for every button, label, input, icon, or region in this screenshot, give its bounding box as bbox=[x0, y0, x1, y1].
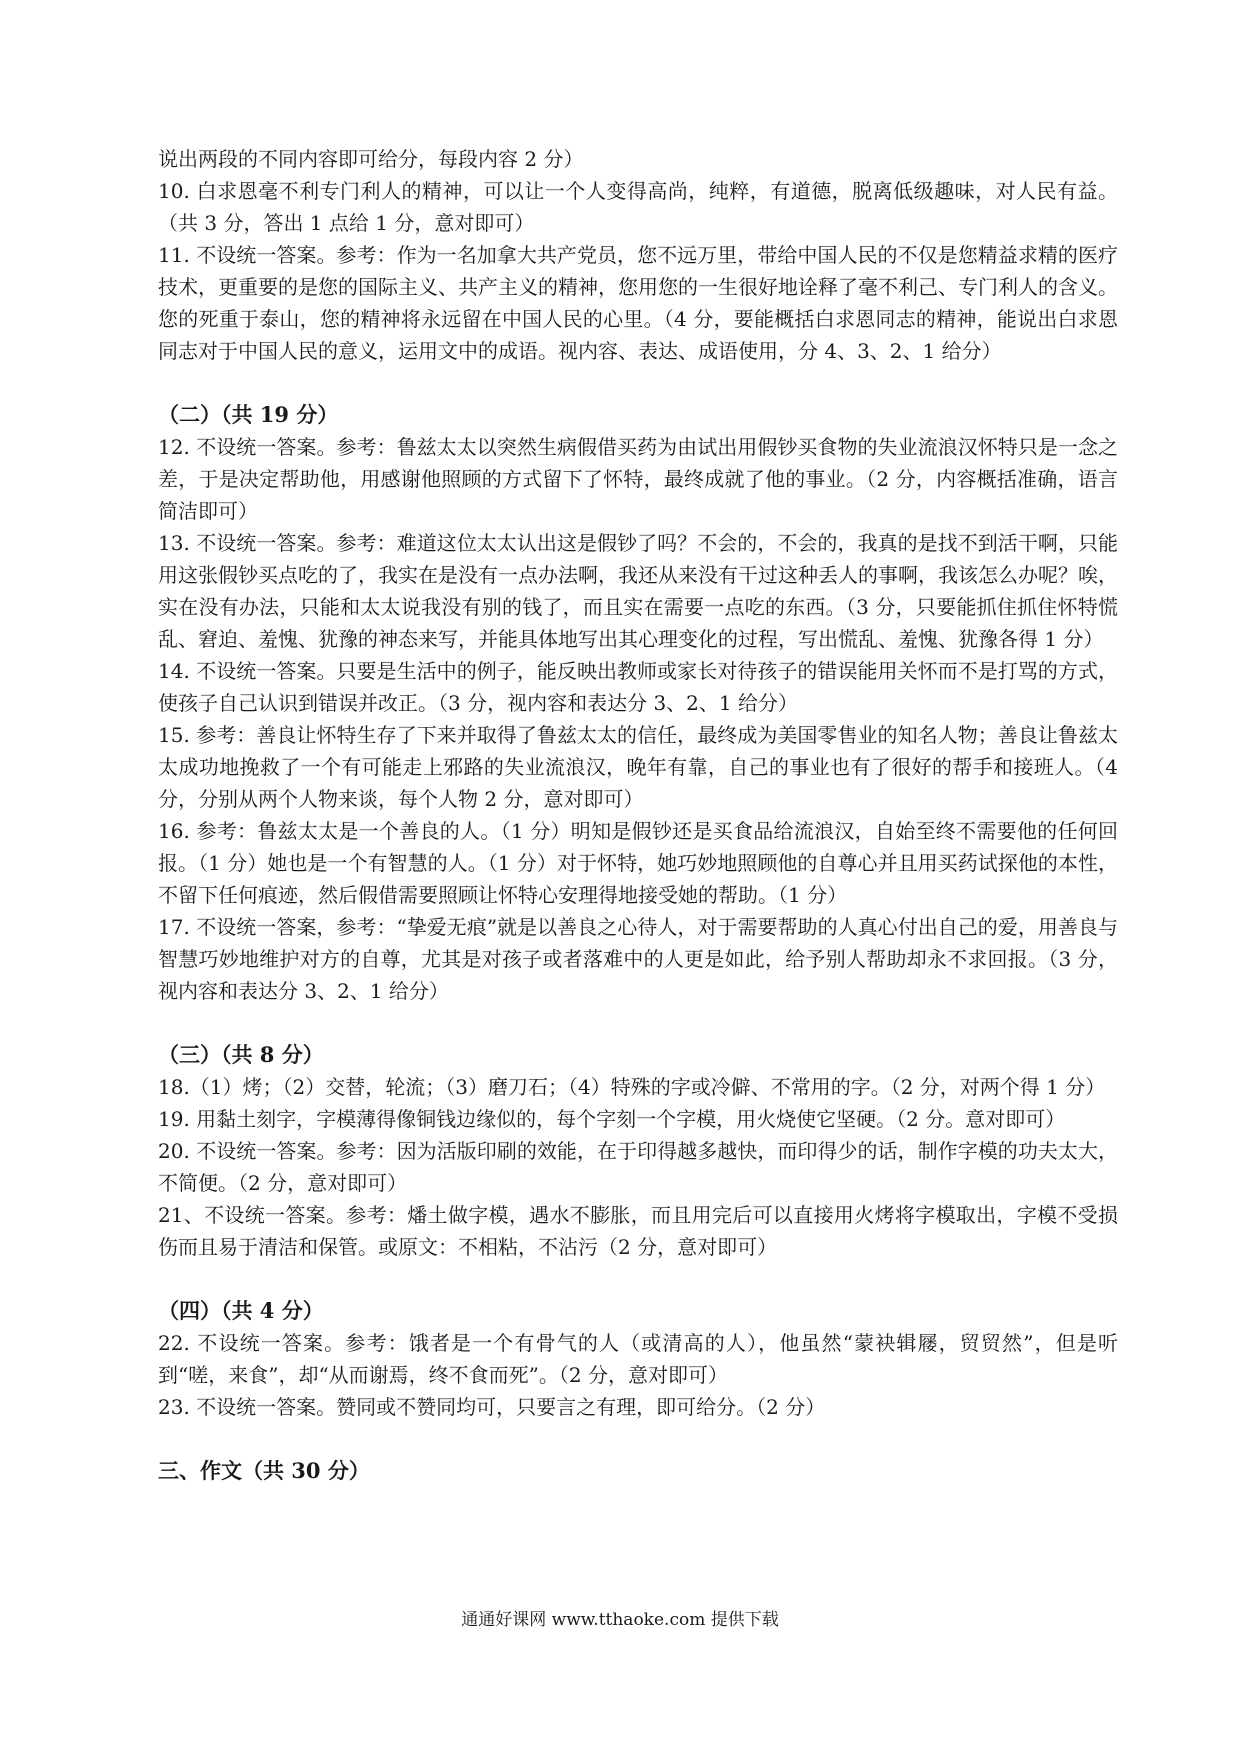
section-gap bbox=[158, 1423, 1118, 1455]
answer-16: 16. 参考：鲁兹太太是一个善良的人。（1 分）明知是假钞还是买食品给流浪汉，自始至终不需要他的任何回报。（1 分）她也是一个有智慧的人。（1 分）对于怀特，她巧妙地照顾他的自尊心并且用买药试探他的本性，不留下任何痕迹，然后假借需要照顾让怀特心安理得地接受她的帮助。（1 分） bbox=[158, 819, 1118, 907]
section-gap bbox=[158, 1007, 1118, 1039]
section-title-2: （二）（共 19 分） bbox=[158, 402, 339, 427]
answer-key-content bbox=[158, 143, 1118, 1487]
answer-20: 20. 不设统一答案。参考：因为活版印刷的效能，在于印得越多越快，而印得少的话，制作字模的功夫太大，不简便。（2 分，意对即可） bbox=[158, 1139, 1118, 1195]
answer-15: 15. 参考：善良让怀特生存了下来并取得了鲁兹太太的信任，最终成为美国零售业的知名人物；善良让鲁兹太太成功地挽救了一个有可能走上邪路的失业流浪汉，晚年有靠，自己的事业也有了很好的帮手和接班人。（4 分，分别从两个人物来谈，每个人物 2 分，意对即可） bbox=[158, 723, 1118, 811]
section-gap bbox=[158, 367, 1118, 399]
page-footer: 通通好课网 www.tthaoke.com 提供下载 bbox=[461, 1610, 779, 1630]
answer-14: 14. 不设统一答案。只要是生活中的例子，能反映出教师或家长对待孩子的错误能用关怀而不是打骂的方式，使孩子自己认识到错误并改正。（3 分，视内容和表达分 3、2、1 给分） bbox=[158, 659, 1118, 715]
answer-18: 18.（1）烤；（2）交替，轮流；（3）磨刀石；（4）特殊的字或冷僻、不常用的字。（2 分，对两个得 1 分） bbox=[158, 1075, 1106, 1099]
section-title-3: （三）（共 8 分） bbox=[158, 1042, 324, 1067]
answer-12: 12. 不设统一答案。参考：鲁兹太太以突然生病假借买药为由试出用假钞买食物的失业流浪汉怀特只是一念之差，于是决定帮助他，用感谢他照顾的方式留下了怀特，最终成就了他的事业。（2 分，内容概括准确，语言简洁即可） bbox=[158, 435, 1118, 523]
section-gap bbox=[158, 1263, 1118, 1295]
answer-21: 21、不设统一答案。参考：燔土做字模，遇水不膨胀，而且用完后可以直接用火烤将字模取出，字模不受损伤而且易于清洁和保管。或原文：不相粘，不沾污（2 分，意对即可） bbox=[158, 1203, 1118, 1259]
answer-10: 10. 白求恩毫不利专门利人的精神，可以让一个人变得高尚，纯粹，有道德，脱离低级趣味，对人民有益。（共 3 分，答出 1 点给 1 分，意对即可） bbox=[158, 179, 1118, 235]
answer-17: 17. 不设统一答案，参考：“挚爱无痕”就是以善良之心待人，对于需要帮助的人真心付出自己的爱，用善良与智慧巧妙地维护对方的自尊，尤其是对孩子或者落难中的人更是如此，给予别人帮助却永不求回报。（3 分，视内容和表达分 3、2、1 给分） bbox=[158, 915, 1118, 1003]
paragraph-continuation: 说出两段的不同内容即可给分，每段内容 2 分） bbox=[158, 147, 584, 171]
section-title-composition: 三、作文（共 30 分） bbox=[158, 1458, 370, 1483]
answer-23: 23. 不设统一答案。赞同或不赞同均可，只要言之有理，即可给分。（2 分） bbox=[158, 1395, 826, 1419]
answer-11: 11. 不设统一答案。参考：作为一名加拿大共产党员，您不远万里，带给中国人民的不仅是您精益求精的医疗技术，更重要的是您的国际主义、共产主义的精神，您用您的一生很好地诠释了毫不利己、专门利人的含义。您的死重于泰山，您的精神将永远留在中国人民的心里。（4 分，要能概括白求恩同志的精神，能说出白求恩同志对于中国人民的意义，运用文中的成语。视内容、表达、成语使用，分 4、3、2、1 给分） bbox=[158, 243, 1118, 363]
answer-19: 19. 用黏土刻字，字模薄得像铜钱边缘似的，每个字刻一个字模，用火烧使它坚硬。（2 分。意对即可） bbox=[158, 1107, 1066, 1131]
answer-22: 22. 不设统一答案。参考：饿者是一个有骨气的人（或清高的人），他虽然“蒙袂辑屦，贸贸然”，但是听到“嗟，来食”，却“从而谢焉，终不食而死”。（2 分，意对即可） bbox=[158, 1331, 1118, 1387]
section-title-4: （四）（共 4 分） bbox=[158, 1298, 324, 1323]
answer-13: 13. 不设统一答案。参考：难道这位太太认出这是假钞了吗？不会的，不会的，我真的是找不到活干啊，只能用这张假钞买点吃的了，我实在是没有一点办法啊，我还从来没有干过这种丢人的事啊，我该怎么办呢？唉，实在没有办法，只能和太太说我没有别的钱了，而且实在需要一点吃的东西。（3 分，只要能抓住抓住怀特慌乱、窘迫、羞愧、犹豫的神态来写，并能具体地写出其心理变化的过程，写出慌乱、羞愧、犹豫各得 1 分） bbox=[158, 531, 1118, 651]
